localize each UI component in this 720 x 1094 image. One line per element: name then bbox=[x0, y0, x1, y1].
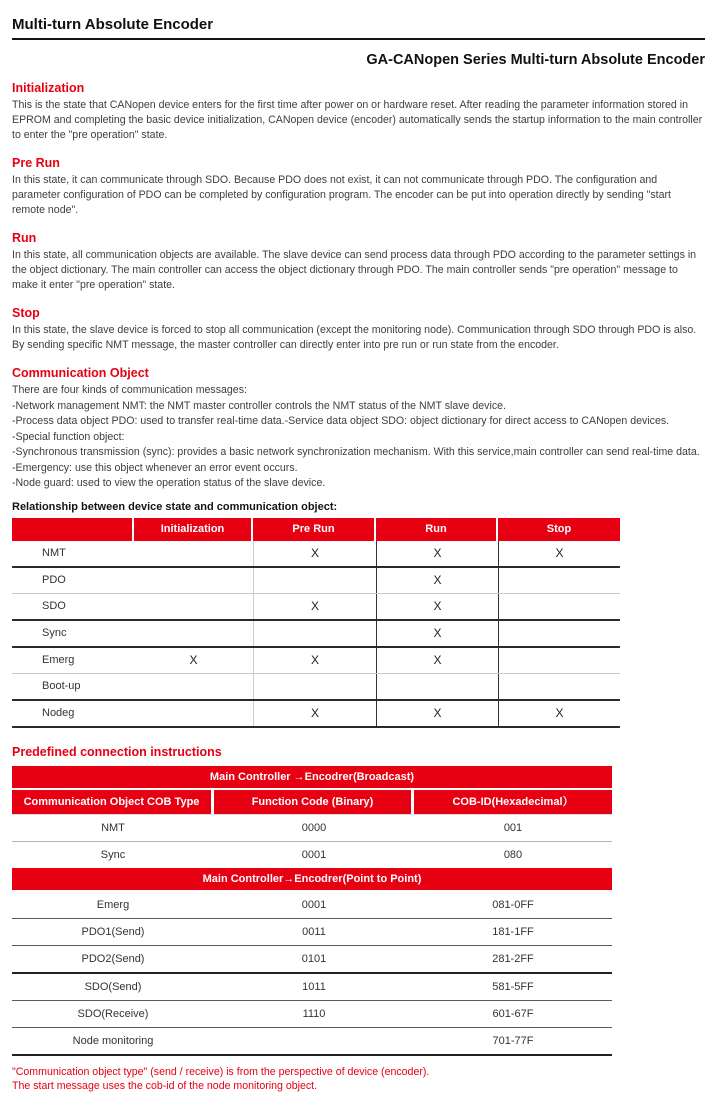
table-row bbox=[12, 1028, 612, 1056]
comm-line: There are four kinds of communication messages: bbox=[12, 384, 247, 396]
cob-type: Node monitoring bbox=[72, 1034, 154, 1047]
comm-line: -Emergency: use this object whenever an error event occurs. bbox=[12, 461, 298, 474]
section-stop bbox=[12, 306, 705, 353]
table-cell bbox=[134, 621, 253, 646]
table-row bbox=[12, 815, 612, 842]
table-cell bbox=[376, 674, 498, 699]
table-row bbox=[12, 594, 620, 621]
table-cell bbox=[498, 594, 620, 619]
function-code: 0101 bbox=[301, 952, 327, 965]
table-cell bbox=[498, 621, 620, 646]
point-to-point-banner: Main Controller→Encodrer(Point to Point) bbox=[12, 868, 612, 890]
table-cell: X bbox=[498, 701, 620, 726]
footnote: The start message uses the cob-id of the node monitoring object. bbox=[12, 1080, 318, 1092]
section-communication-object bbox=[12, 366, 705, 492]
footnote: "Communication object type" (send / receive) is from the perspective of device (encoder). bbox=[12, 1065, 430, 1078]
table-cell: X bbox=[376, 541, 498, 566]
cob-id: 601-67F bbox=[492, 1007, 534, 1020]
footnotes bbox=[12, 1065, 705, 1094]
cob-type: Emerg bbox=[96, 898, 130, 911]
cob-id: 081-0FF bbox=[492, 898, 534, 911]
cob-id: 181-1FF bbox=[492, 925, 534, 938]
section-body: In this state, the slave device is forced to stop all communication (except the monitoring node). Communication through SDO through PDO is also. By sending specific NMT message, the master controller can directly enter into pre run or run state from the encoder. bbox=[12, 324, 697, 351]
cob-id: 001 bbox=[503, 821, 523, 834]
section-body: In this state, it can communicate through SDO. Because PDO does not exist, it can not communicate through PDO. The configuration and parameter configuration of PDO can be completed by configuration program. The encoder can be put into operation directly by sending "start remote node". bbox=[12, 174, 671, 216]
row-label: SDO bbox=[42, 599, 66, 612]
section-heading: Initialization bbox=[12, 81, 85, 95]
doc-header bbox=[12, 16, 705, 40]
table-cell bbox=[498, 568, 620, 593]
row-label: Nodeg bbox=[42, 706, 75, 719]
section-heading: Stop bbox=[12, 306, 40, 320]
section-heading: Pre Run bbox=[12, 156, 60, 170]
table-row bbox=[12, 842, 612, 868]
table-cell: X bbox=[376, 648, 498, 673]
table-cell bbox=[134, 594, 253, 619]
table-cell: X bbox=[253, 648, 376, 673]
comm-line: -Special function object: bbox=[12, 430, 125, 443]
table-row bbox=[12, 946, 612, 974]
function-code: 0011 bbox=[302, 925, 326, 938]
cob-type: PDO1(Send) bbox=[81, 925, 145, 938]
row-label: NMT bbox=[42, 546, 66, 559]
table-row bbox=[12, 674, 620, 701]
function-code bbox=[214, 1028, 414, 1054]
table-cell bbox=[498, 674, 620, 699]
table-row bbox=[12, 974, 612, 1001]
column-header: Function Code (Binary) bbox=[214, 790, 414, 814]
relationship-table-caption: Relationship between device state and communication object: bbox=[12, 500, 338, 513]
table-cell: X bbox=[498, 541, 620, 566]
series-subtitle: GA-CANopen Series Multi-turn Absolute Encoder bbox=[366, 52, 705, 68]
function-code: 0000 bbox=[301, 821, 327, 834]
section-initialization bbox=[12, 81, 705, 143]
table-cell bbox=[134, 674, 253, 699]
row-label: Emerg bbox=[42, 653, 75, 666]
cob-id: 080 bbox=[503, 848, 523, 861]
cob-id: 281-2FF bbox=[492, 952, 534, 965]
table-cell: X bbox=[376, 594, 498, 619]
cob-type: NMT bbox=[101, 821, 125, 834]
cob-type: SDO(Receive) bbox=[77, 1007, 149, 1020]
table-cell: X bbox=[253, 701, 376, 726]
table-row bbox=[12, 541, 620, 568]
table-cell: X bbox=[376, 621, 498, 646]
predefined-table bbox=[12, 766, 612, 1056]
table-cell bbox=[498, 648, 620, 673]
column-header: Run bbox=[376, 518, 498, 541]
function-code: 1011 bbox=[302, 980, 326, 993]
section-run bbox=[12, 231, 705, 293]
column-header: COB-ID(Hexadecimal） bbox=[414, 790, 612, 814]
table-cell bbox=[134, 701, 253, 726]
function-code: 1110 bbox=[302, 1007, 326, 1020]
row-label: Boot-up bbox=[42, 679, 81, 692]
table-cell bbox=[253, 621, 376, 646]
column-header: Stop bbox=[498, 518, 620, 541]
predefined-heading: Predefined connection instructions bbox=[12, 744, 222, 759]
table-cell bbox=[134, 568, 253, 593]
column-header: Communication Object COB Type bbox=[12, 790, 214, 814]
table-cell: X bbox=[253, 594, 376, 619]
table-cell: X bbox=[189, 652, 198, 667]
table-cell bbox=[253, 568, 376, 593]
comm-line: -Node guard: used to view the operation status of the slave device. bbox=[12, 477, 326, 489]
table-cell: X bbox=[253, 541, 376, 566]
table-header-row bbox=[12, 790, 612, 815]
comm-line: -Network management NMT: the NMT master controller controls the NMT status of the NMT slave device. bbox=[12, 399, 506, 412]
table-row bbox=[12, 919, 612, 946]
row-label: PDO bbox=[42, 573, 66, 586]
table-row bbox=[12, 648, 620, 674]
table-cell: X bbox=[376, 701, 498, 726]
table-row bbox=[12, 621, 620, 648]
table-row bbox=[12, 1001, 612, 1028]
cob-type: SDO(Send) bbox=[84, 980, 142, 993]
section-heading: Communication Object bbox=[12, 366, 149, 380]
section-heading: Run bbox=[12, 231, 37, 245]
column-header: Pre Run bbox=[253, 518, 376, 541]
table-cell bbox=[134, 541, 253, 566]
function-code: 0001 bbox=[301, 848, 327, 861]
comm-line: -Process data object PDO: used to transfer real-time data.-Service data object SDO: object dictionary for direct access to CANopen devices. bbox=[12, 415, 670, 427]
comm-line: -Synchronous transmission (sync): provides a basic network synchronization mechanism. With this service,main controller can send real-time data. bbox=[12, 446, 700, 458]
column-header: Initialization bbox=[134, 518, 253, 541]
cob-id: 701-77F bbox=[492, 1034, 534, 1047]
page-title: Multi-turn Absolute Encoder bbox=[12, 16, 214, 33]
table-cell: X bbox=[376, 568, 498, 593]
table-row bbox=[12, 892, 612, 919]
section-body: In this state, all communication objects are available. The slave device can send process data through PDO according to the parameter settings in the object dictionary. The main controller can access the object dictionary through PDO. The main controller sends "pre operation" message to make it enter "pre operation" state. bbox=[12, 249, 697, 291]
cob-id: 581-5FF bbox=[492, 980, 534, 993]
broadcast-banner: Main Controller →Encodrer(Broadcast) bbox=[12, 766, 612, 788]
function-code: 0001 bbox=[301, 898, 327, 911]
table-row bbox=[12, 701, 620, 728]
table-cell bbox=[253, 674, 376, 699]
section-pre-run bbox=[12, 156, 705, 218]
relationship-table bbox=[12, 518, 620, 728]
table-header-row bbox=[12, 518, 620, 541]
cob-type: Sync bbox=[100, 848, 126, 861]
row-label: Sync bbox=[42, 626, 67, 639]
section-body: This is the state that CANopen device enters for the first time after power on or hardware reset. After reading the parameter information stored in EPROM and completing the basic device initialization, CANopen device (encoder) automatically sends the startup information to the main controller to enter the "pre operation" state. bbox=[12, 99, 703, 141]
table-row bbox=[12, 568, 620, 594]
column-header bbox=[12, 518, 134, 541]
cob-type: PDO2(Send) bbox=[81, 952, 145, 965]
